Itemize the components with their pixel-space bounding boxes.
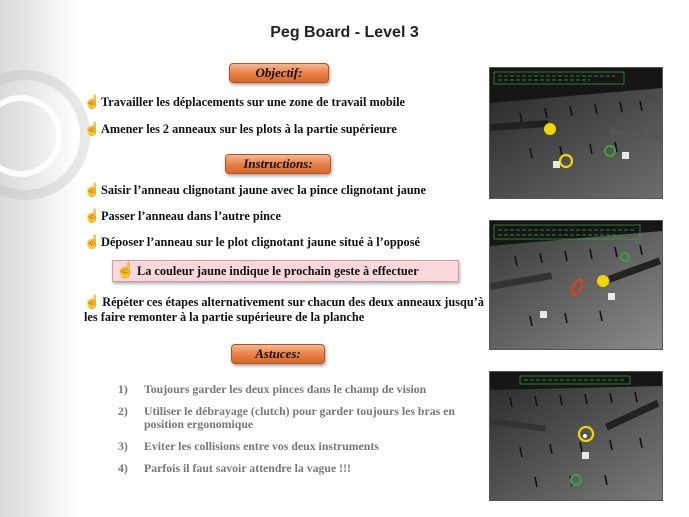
yellow-hand-icon: ☝ — [116, 263, 135, 279]
tip-item — [118, 462, 488, 475]
tip-item — [118, 405, 488, 431]
tip-number: 3) — [118, 439, 128, 453]
page-title: Peg Board - Level 3 — [270, 24, 419, 41]
simulator-screenshot-3 — [489, 371, 663, 501]
simulator-scene-2 — [490, 221, 662, 349]
hand-pointer-outline-icon: ☝ — [84, 94, 101, 109]
hand-pointing-up-icon: ☝ — [84, 294, 101, 309]
tip-item — [118, 440, 488, 453]
tip-text: Toujours garder les deux pinces dans le champ de vision — [144, 382, 427, 396]
yellow-hint-box — [112, 260, 459, 282]
tip-item — [118, 383, 488, 396]
tip-number: 4) — [118, 461, 128, 475]
hand-pointer-outline-icon: ☝ — [84, 121, 101, 136]
tip-text: Utiliser le débrayage (clutch) pour garder toujours les bras en position ergonomique — [144, 404, 455, 431]
repeat-instruction — [84, 294, 484, 325]
simulator-scene-3 — [490, 372, 662, 500]
instruction-item-3-text: Déposer l’anneau sur le plot clignotant jaune situé à l’opposé — [101, 235, 420, 249]
tip-text: Parfois il faut savoir attendre la vague !!! — [144, 461, 351, 475]
simulator-screenshot-1 — [489, 67, 663, 199]
simulator-scene-1 — [490, 68, 662, 198]
hand-pointing-up-icon: ☝ — [84, 234, 101, 249]
tip-text: Eviter les collisions entre vos deux instruments — [144, 439, 379, 453]
instruction-item-1-text: Saisir l’anneau clignotant jaune avec la pince clignotant jaune — [101, 183, 426, 197]
instruction-item-2-text: Passer l’anneau dans l’autre pince — [101, 209, 281, 223]
objective-item-2-text: Amener les 2 anneaux sur les plots à la partie supérieure — [101, 122, 397, 136]
tip-number: 2) — [118, 404, 128, 418]
tips-badge: Astuces: — [231, 344, 325, 364]
objective-item-1 — [84, 94, 405, 110]
tip-number: 1) — [118, 382, 128, 396]
objective-item-2 — [84, 121, 397, 137]
instruction-item-2 — [84, 208, 281, 224]
simulator-screenshot-2 — [489, 220, 663, 350]
instruction-item-3 — [84, 234, 420, 250]
instruction-item-1 — [84, 182, 426, 198]
hand-pointing-up-icon: ☝ — [84, 208, 101, 223]
tips-list — [118, 383, 488, 484]
hand-pointing-up-icon: ☝ — [84, 182, 101, 197]
instructions-badge: Instructions: — [225, 154, 331, 174]
objective-item-1-text: Travailler les déplacements sur une zone de travail mobile — [101, 95, 405, 109]
yellow-hint-text: La couleur jaune indique le prochain geste à effectuer — [137, 264, 419, 278]
objective-badge: Objectif: — [229, 63, 329, 83]
repeat-instruction-text: Répéter ces étapes alternativement sur chacun des deux anneaux jusqu’à les faire remonter à la partie supérieure de la planche — [84, 295, 484, 324]
